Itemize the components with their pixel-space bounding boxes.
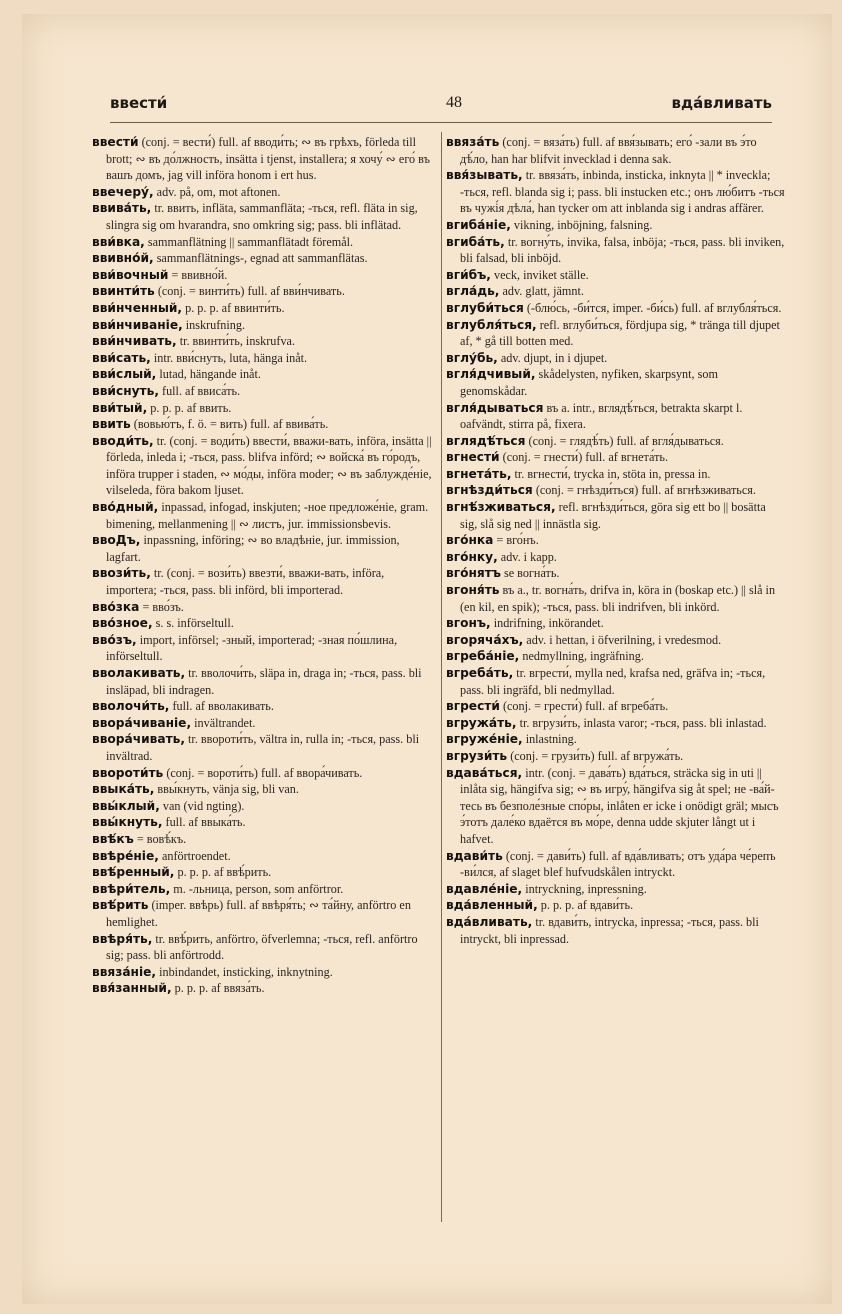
dictionary-entry — [446, 549, 786, 566]
definition: nedmyllning, ingräfning. — [519, 649, 644, 664]
headword: ввить — [92, 417, 131, 432]
definition: p. p. p. af ввѣ́рить. — [174, 865, 272, 880]
definition: inpassad, infogad, inskjuten; -ное предложе́ніе, gram. bimening, mellanmening || ∾ листъ, jur. immissionsbevis. — [106, 500, 429, 531]
headword: ввинти́ть — [92, 284, 155, 299]
dictionary-entry — [92, 134, 432, 184]
definition: tr. ввинти́ть, inskrufva. — [176, 334, 296, 349]
definition: van (vid ngting). — [159, 798, 245, 813]
definition: въ a., tr. вогна́ть, drifva in, köra in (boskap etc.) || slå in (en kil, en spik); -ться, pass. bli indrifven, bli inkörd. — [460, 583, 776, 614]
dictionary-entry — [92, 250, 432, 267]
definition: = вовѣ́къ. — [133, 831, 187, 846]
dictionary-entry — [92, 267, 432, 284]
dictionary-entry — [446, 632, 786, 649]
dictionary-entry — [446, 267, 786, 284]
headword: ввоДъ, — [92, 533, 141, 548]
dictionary-entry — [446, 698, 786, 715]
dictionary-entry — [446, 449, 786, 466]
definition: tr. ввяза́ть, inbinda, insticka, inknyta || * inveckla; -ться, refl. blanda sig i; pass. bli instucken etc.; онъ лю́битъ -ться въ чужі́я дѣла́, han tycker om att inblanda sig i andras affärer. — [460, 168, 785, 216]
dictionary-entry — [92, 864, 432, 881]
headword: вви́сать, — [92, 350, 151, 365]
definition: adv. glatt, jämnt. — [499, 284, 584, 299]
headword: вгнета́ть, — [446, 466, 512, 481]
definition: anförtroendet. — [158, 848, 231, 863]
definition: tr. вволочи́ть, släpa in, draga in; -ться, pass. bli insläpad, bli indragen. — [106, 666, 422, 697]
headword: вворoти́ть — [92, 765, 164, 780]
headword: вгрузи́ть — [446, 748, 508, 763]
definition: tr. вогну́ть, invika, falsa, inböja; -ться, pass. bli inviken, bli falsad, bli inböjd. — [460, 234, 785, 266]
headword: ввечеру́, — [92, 184, 154, 199]
definition: vikning, inböjning, falsning. — [510, 217, 653, 232]
headword: вво́зное, — [92, 616, 153, 631]
dictionary-entry — [92, 781, 432, 798]
dictionary-entry — [446, 482, 786, 499]
dictionary-entry — [92, 184, 432, 201]
dictionary-entry — [92, 416, 432, 433]
headword: вви́слый, — [92, 367, 157, 382]
definition: (conj. = вяза́ть) full. af ввя́зывать; его́ -зали въ э́то дѣ́ло, han har blifvit invecklad i denna sak. — [460, 135, 757, 166]
definition: refl. вгнѣзди́ться, göra sig ett bo || bosätta sig, slå sig ned || innästla sig. — [460, 500, 766, 531]
dictionary-entry — [92, 964, 432, 981]
dictionary-entry — [92, 200, 432, 233]
headword: вви́снуть, — [92, 383, 159, 398]
definition: intr. вви́снуть, luta, hänga inåt. — [150, 350, 308, 365]
headword: вви́тый, — [92, 400, 148, 415]
definition: inskrufning. — [182, 317, 246, 332]
dictionary-entry — [446, 565, 786, 582]
headword: вгиба́ть, — [446, 234, 505, 249]
definition: tr. вгрузи́ть, inlasta varor; -ться, pass. bli inlastad. — [516, 715, 767, 730]
headword: вгруже́ніе, — [446, 732, 523, 747]
headword: вви́нчивать, — [92, 334, 177, 349]
dictionary-entry — [92, 499, 432, 532]
header-right-word: вда́вливать — [671, 94, 772, 112]
dictionary-entry — [92, 698, 432, 715]
right-column — [446, 134, 786, 1224]
definition: inlastning. — [522, 732, 577, 747]
definition: = вво́зъ. — [139, 599, 184, 614]
definition: invältrandet. — [191, 715, 256, 730]
dictionary-entry — [446, 897, 786, 914]
headword: вво́зка — [92, 599, 140, 614]
definition: (conj. = гнѣзди́ться) full. af вгнѣзживаться. — [532, 483, 756, 498]
headword: ввяза́ніе, — [92, 964, 157, 979]
headword: вгиба́ніе, — [446, 217, 511, 232]
dictionary-entry — [446, 234, 786, 267]
dictionary-entry — [92, 599, 432, 616]
definition: se вогна́ть. — [500, 566, 560, 581]
headword: ввыка́ть, — [92, 782, 155, 797]
definition: sammanflätning || sammanflätadt föremål. — [144, 234, 354, 249]
definition: full. af вволакивать. — [169, 699, 274, 714]
definition: p. p. p. af ввяза́ть. — [171, 981, 265, 996]
dictionary-entry — [446, 665, 786, 698]
definition: (conj. = вороти́ть) full. af ввора́чивать. — [163, 765, 363, 780]
definition: (conj. = грести́) full. af вгреба́ть. — [499, 699, 669, 714]
dictionary-entry — [446, 366, 786, 399]
headword: вго́нятъ — [446, 566, 501, 581]
definition: sammanflätnings-, egnad att sammanflätas. — [153, 251, 368, 266]
headword: вви́вочный — [92, 267, 169, 282]
headword: вви́вка, — [92, 234, 145, 249]
headword: вво́дный, — [92, 500, 159, 515]
header-left-word: ввести́ — [110, 94, 168, 112]
dictionary-entry — [446, 300, 786, 317]
header-rule — [110, 122, 772, 123]
definition: (conj. = дави́ть) full. af вда́вливать; отъ уда́ра че́репъ -ви́лся, af slaget blef hufvudskålen intryckt. — [460, 848, 776, 880]
headword: ввѣри́тель, — [92, 881, 171, 896]
definition: inbindandet, insticking, inknytning. — [156, 964, 333, 979]
dictionary-entry — [92, 383, 432, 400]
dictionary-entry — [446, 648, 786, 665]
headword: ввѣ́рить — [92, 898, 149, 913]
definition: = вго́нъ. — [493, 533, 539, 548]
dictionary-entry — [92, 234, 432, 251]
definition: (conj. = винти́ть) full. af вви́нчивать. — [154, 284, 345, 299]
headword: вгрести́ — [446, 699, 500, 714]
dictionary-entry — [92, 350, 432, 367]
headword: вгнѣ́зживаться, — [446, 500, 556, 515]
dictionary-entry — [92, 366, 432, 383]
left-column — [92, 134, 432, 1224]
dictionary-entry — [92, 980, 432, 997]
definition: tr. (conj. = води́ть) ввести́, вважи-вать, införa, insätta || förleda, inleda i; -ться, pass. blifva införd; ∾ войска́ въ го́родъ, införa trupper i staden, ∾ мо́ды, införa moder; ∾ въ заблужде́ніе, vilseleda, föra bakom ljuset. — [106, 433, 432, 498]
headword: вволакивать, — [92, 666, 186, 680]
headword: ввѣ́къ — [92, 831, 134, 846]
definition: adv. i hettan, i öfverilning, i vredesmod. — [523, 632, 722, 647]
dictionary-entry — [92, 400, 432, 417]
headword: ввивно́й, — [92, 251, 154, 266]
headword: вда́вливать, — [446, 914, 533, 929]
definition: p. p. p. af ввинти́ть. — [182, 300, 285, 315]
dictionary-entry — [446, 731, 786, 748]
definition: s. s. införseltull. — [152, 616, 234, 631]
dictionary-entry — [446, 217, 786, 234]
definition: full. af ввиса́ть. — [158, 383, 241, 398]
dictionary-entry — [446, 350, 786, 367]
dictionary-entry — [446, 582, 786, 615]
headword: ввора́чиваніе, — [92, 715, 192, 730]
dictionary-entry — [446, 615, 786, 632]
headword: вгоряча́хъ, — [446, 632, 524, 647]
dictionary-entry — [92, 798, 432, 815]
headword: вволочи́ть, — [92, 699, 170, 714]
definition: (-блю́сь, -би́тся, imper. -би́сь) full. af вглубля́ться. — [523, 300, 782, 315]
definition: tr. вгрести́, mylla ned, krafsa ned, gräfva in; -ться, pass. bli ingräfd, bli nedmyllad. — [460, 666, 766, 697]
definition: (conj. = гнести́) full. af вгнета́ть. — [499, 450, 669, 465]
headword: вглу́бь, — [446, 350, 498, 365]
column-divider — [441, 132, 442, 1222]
definition: adv. djupt, in i djupet. — [497, 350, 608, 365]
definition: tr. вдави́ть, intrycka, inpressa; -ться, pass. bli intryckt, bli inpressad. — [460, 914, 759, 946]
page-header — [110, 94, 772, 116]
dictionary-entry — [446, 499, 786, 532]
dictionary-entry — [446, 433, 786, 450]
dictionary-entry — [92, 881, 432, 898]
headword: ввора́чивать, — [92, 732, 185, 747]
definition: intryckning, inpressning. — [522, 881, 647, 896]
headword: вги́бъ, — [446, 267, 491, 282]
dictionary-entry — [446, 134, 786, 167]
definition: import, införsel; -зный, importerad; -зная по́шлина, införseltull. — [106, 632, 398, 664]
dictionary-entry — [446, 317, 786, 350]
headword: вгонъ, — [446, 616, 491, 631]
headword: вгреба́ніе, — [446, 649, 520, 664]
headword: вгля́дчивый, — [446, 367, 536, 382]
definition: intr. (conj. = дава́ть) вда́ться, sträcka sig in uti || inlåta sig, hängifva sig; ∾ въ игру́, hängifva sig åt spel; не -ва́й-тесь въ безполе́зные спо́ры, inlåten er icke i onödigt gräl; мысъ э́тотъ дале́ко вдаётся въ мо́ре, denna udde skjuter långt ut i hafvet. — [460, 765, 779, 846]
definition: (imper. ввѣрь) full. af ввѣря́ть; ∾ та́йну, anförtro en hemlighet. — [106, 898, 411, 929]
headword: ввѣ́ренный, — [92, 865, 175, 880]
definition: skådelysten, nyfiken, skarpsynt, som genomskådar. — [460, 367, 718, 398]
definition: indrifning, inkörandet. — [490, 616, 604, 631]
definition: ввы́кнуть, vänja sig, bli van. — [154, 782, 299, 797]
definition: (conj. = грузи́ть) full. af вгружа́ть. — [507, 748, 684, 763]
definition: въ a. intr., вглядѣ́ться, betrakta skarpt l. oafvändt, stirra på, fixera. — [460, 400, 743, 432]
dictionary-entry — [92, 831, 432, 848]
definition: tr. вгнести́, trycka in, stöta in, pressa in. — [511, 466, 711, 481]
dictionary-entry — [92, 433, 432, 499]
headword: ввести́ — [92, 135, 139, 149]
headword: вго́нка — [446, 533, 494, 548]
definition: adv. på, om, mot aftonen. — [153, 184, 281, 199]
headword: ввы́клый, — [92, 798, 160, 813]
definition: lutad, hängande inåt. — [156, 367, 261, 382]
dictionary-entry — [446, 881, 786, 898]
dictionary-entry — [446, 283, 786, 300]
dictionary-entry — [92, 283, 432, 300]
headword: ввяза́ть — [446, 135, 500, 149]
definition: (conj. = вести́) full. af вводи́ть; ∾ въ грѣхъ, förleda till brott; ∾ въ до́лжность, insätta i tjenst, installera; я хочу́ ∾ его́ въ вашъ домъ, jag vill införa honom i ert hus. — [106, 135, 430, 183]
dictionary-entry — [446, 765, 786, 848]
dictionary-entry — [446, 715, 786, 732]
definition: inpassning, införing; ∾ во владѣніе, jur. immission, lagfart. — [106, 533, 400, 564]
dictionary-page — [22, 14, 832, 1304]
headword: вглубля́ться, — [446, 317, 537, 332]
definition: = ввивно́й. — [168, 267, 228, 282]
headword: вво́зъ, — [92, 632, 137, 647]
dictionary-entry — [92, 848, 432, 865]
headword: вгнѣзди́ться — [446, 483, 533, 498]
headword: вви́нчиваніе, — [92, 317, 183, 332]
headword: ввы́кнуть, — [92, 815, 163, 830]
dictionary-entry — [92, 765, 432, 782]
headword: вда́вленный, — [446, 898, 538, 913]
definition: m. -льница, person, som anförtror. — [170, 881, 344, 896]
headword: вгля́дываться — [446, 400, 544, 415]
headword: вгоня́ть — [446, 583, 500, 598]
dictionary-entry — [446, 848, 786, 881]
headword: вдава́ться, — [446, 765, 523, 780]
headword: вгружа́ть, — [446, 715, 517, 730]
definition: tr. вворoти́ть, vältra in, rulla in; -ться, pass. bli invältrad. — [106, 732, 420, 763]
headword: вдави́ть — [446, 848, 503, 863]
dictionary-entry — [92, 665, 432, 698]
headword: ввози́ть, — [92, 566, 151, 581]
definition: (conj. = глядѣ́ть) full. af вгля́дываться. — [525, 433, 724, 448]
headword: вгнести́ — [446, 450, 500, 465]
dictionary-entry — [92, 615, 432, 632]
headword: вглуби́ться — [446, 300, 524, 315]
dictionary-entry — [92, 565, 432, 598]
definition: tr. (conj. = вози́ть) ввезти́, вважи-вать, införa, importera; -ться, pass. bli införd, bli importerad. — [106, 566, 385, 598]
dictionary-entry — [446, 466, 786, 483]
headword: ввѣре́ніе, — [92, 848, 159, 863]
definition: adv. i kapp. — [497, 549, 557, 564]
dictionary-entry — [92, 532, 432, 565]
headword: ввя́занный, — [92, 981, 172, 996]
headword: вгреба́ть, — [446, 666, 514, 680]
headword: ввива́ть, — [92, 201, 152, 216]
definition: p. p. p. af вдави́ть. — [537, 898, 634, 913]
dictionary-entry — [92, 300, 432, 317]
headword: вгла́дь, — [446, 284, 500, 299]
headword: вго́нку, — [446, 549, 498, 564]
dictionary-entry — [92, 814, 432, 831]
definition: tr. ввѣ́рить, anförtro, öfverlemna; -ться, refl. anförtro sig; pass. bli anförtrodd. — [106, 931, 418, 963]
headword: вдавле́ніе, — [446, 881, 523, 896]
headword: ввѣря́ть, — [92, 931, 153, 946]
page-number: 48 — [446, 94, 462, 111]
headword: вглядѣ́ться — [446, 433, 526, 448]
dictionary-entry — [446, 748, 786, 765]
definition: tr. ввить, infläta, sammanfläta; -ться, refl. fläta in sig, slingra sig om hvarandra, sno omkring sig; pass. bli inflätad. — [106, 201, 418, 232]
definition: veck, inviket ställe. — [490, 267, 589, 282]
dictionary-entry — [92, 715, 432, 732]
headword: вводи́ть, — [92, 433, 154, 448]
headword: вви́нченный, — [92, 300, 183, 315]
definition: refl. вглуби́ться, fördjupa sig, * tränga till djupet af, * gå till botten med. — [460, 317, 780, 349]
dictionary-entry — [92, 897, 432, 930]
headword: ввя́зывать, — [446, 168, 523, 183]
dictionary-entry — [92, 632, 432, 665]
dictionary-entry — [446, 914, 786, 947]
definition: (вовью́тъ, f. ö. = вить) full. af ввива́ть. — [130, 417, 329, 432]
dictionary-entry — [92, 931, 432, 964]
dictionary-entry — [446, 400, 786, 433]
definition: p. p. p. af ввить. — [147, 400, 232, 415]
dictionary-entry — [92, 731, 432, 764]
dictionary-entry — [446, 532, 786, 549]
definition: full. af ввыка́ть. — [162, 815, 246, 830]
dictionary-entry — [92, 333, 432, 350]
dictionary-entry — [92, 317, 432, 334]
dictionary-entry — [446, 167, 786, 217]
